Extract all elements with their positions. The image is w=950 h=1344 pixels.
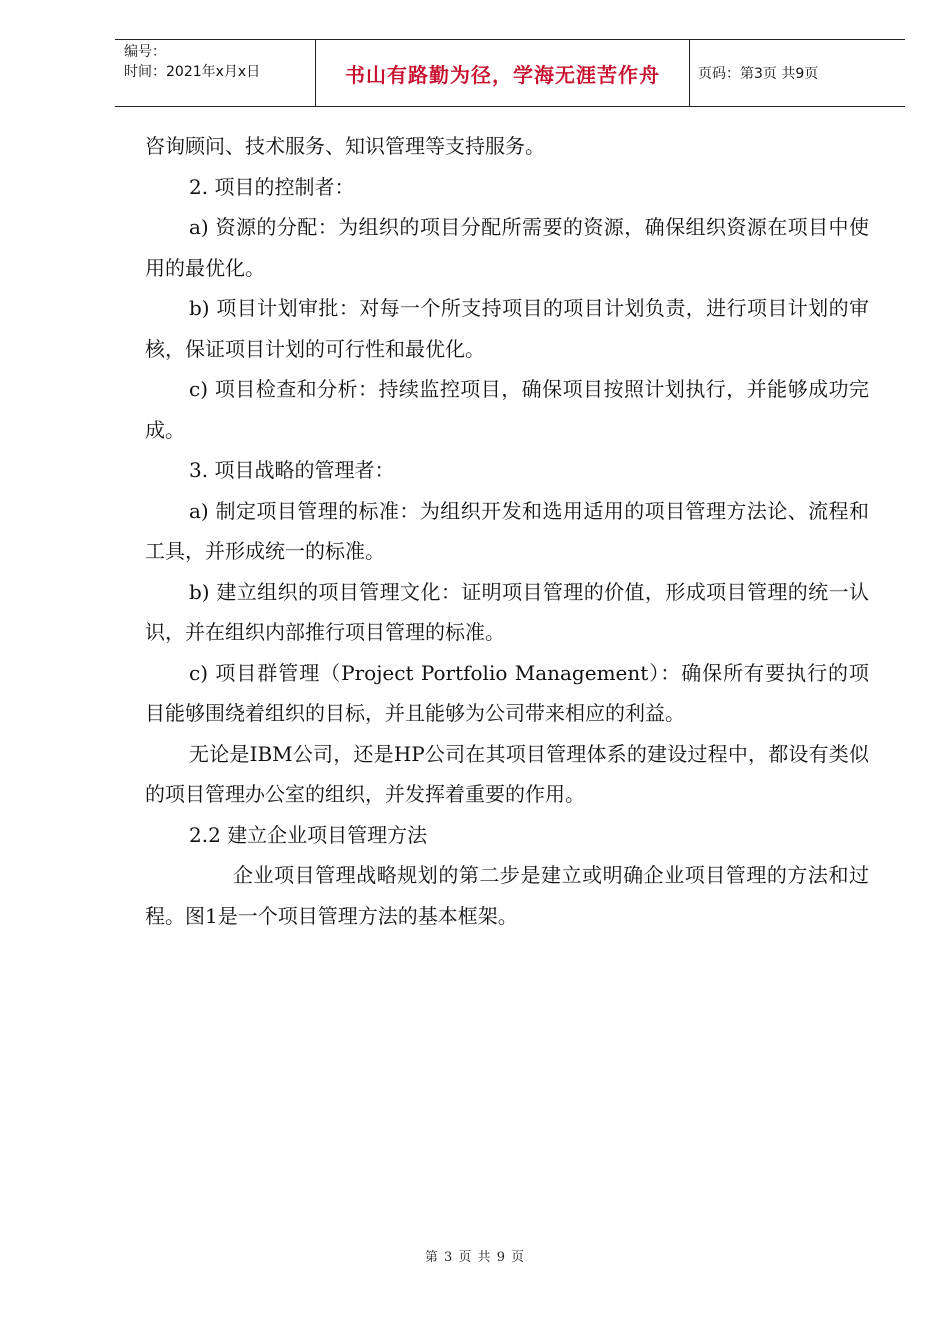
section-heading: 2.2 建立企业项目管理方法 <box>189 822 428 847</box>
paragraph: a) 资源的分配：为组织的项目分配所需要的资源，确保组织资源在项目中使用的最优化。 <box>145 215 869 280</box>
section-heading: 3. 项目战略的管理者： <box>189 458 395 482</box>
document-number-label: 编号： <box>124 44 166 60</box>
header-meta <box>115 40 315 106</box>
section-heading: 2. 项目的控制者： <box>189 174 355 199</box>
paragraph: b) 项目计划审批：对每一个所支持项目的项目计划负责，进行项目计划的审核，保证项目计划的可行性和最优化。 <box>145 296 869 361</box>
paragraph: 咨询顾问、技术服务、知识管理等支持服务。 <box>145 134 545 158</box>
document-body <box>145 126 869 936</box>
paragraph: 无论是IBM公司，还是HP公司在其项目管理体系的建设过程中，都设有类似的项目管理办公室的组织，并发挥着重要的作用。 <box>145 741 869 806</box>
paragraph: b) 建立组织的项目管理文化：证明项目管理的价值，形成项目管理的统一认识，并在组织内部推行项目管理的标准。 <box>145 579 869 644</box>
header-motto: 书山有路勤为径，学海无涯苦作舟 <box>315 40 690 106</box>
paragraph: c) 项目检查和分析：持续监控项目，确保项目按照计划执行，并能够成功完成。 <box>145 377 869 442</box>
header-page-number: 页码：第3页 共9页 <box>698 66 819 82</box>
page-header <box>115 39 905 107</box>
paragraph: 企业项目管理战略规划的第二步是建立或明确企业项目管理的方法和过程。图1是一个项目管理方法的基本框架。 <box>145 863 869 928</box>
page-footer: 第 3 页 共 9 页 <box>424 1250 526 1265</box>
paragraph: a) 制定项目管理的标准：为组织开发和选用适用的项目管理方法论、流程和工具，并形成统一的标准。 <box>145 498 869 563</box>
paragraph: c) 项目群管理（Project Portfolio Management）：确保所有要执行的项目能够围绕着组织的目标，并且能够为公司带来相应的利益。 <box>145 660 869 725</box>
document-time-label: 时间：2021年x月x日 <box>124 64 261 80</box>
